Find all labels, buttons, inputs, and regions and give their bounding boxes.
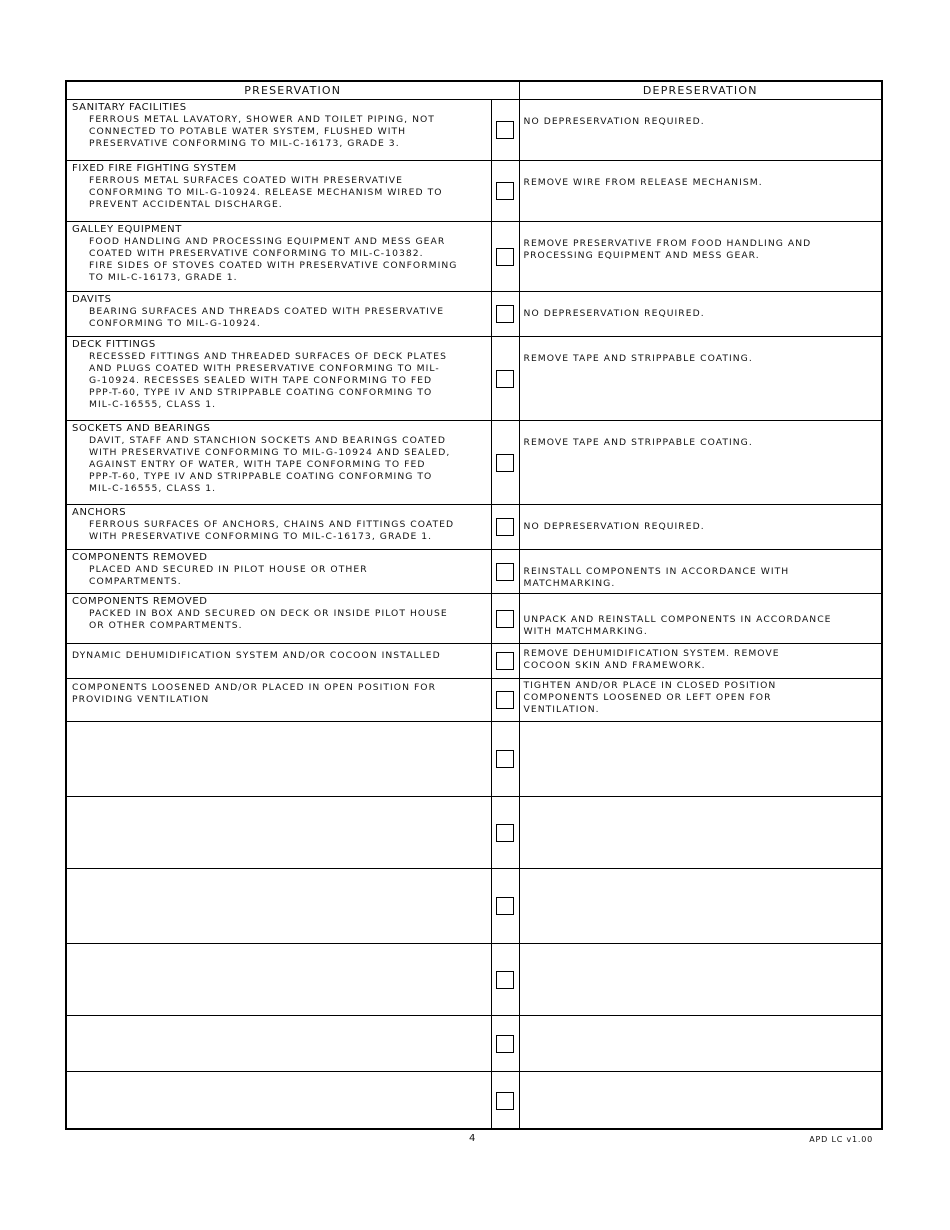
preservation-header: PRESERVATION: [66, 81, 519, 99]
checkbox-cell: [491, 678, 519, 721]
preservation-cell: [66, 99, 491, 160]
checkbox-cell: [491, 1071, 519, 1129]
checkbox-cell: [491, 943, 519, 1015]
checkbox-cell: [491, 160, 519, 221]
depreservation-cell: REMOVE TAPE AND STRIPPABLE COATING.: [519, 420, 882, 504]
checkbox-cell: [491, 99, 519, 160]
table-row: [66, 643, 882, 678]
item-title: ANCHORS: [72, 506, 127, 518]
blank-row: [66, 943, 882, 1015]
item-description: RECESSED FITTINGS AND THREADED SURFACES OF DECK PLATES AND PLUGS COATED WITH PRESERVATIVE CONFORMING TO MIL- G-10924. RECESSES SEALED WITH TAPE CONFORMING TO FED PPP-T-60, TYPE IV AND STRIPPABLE COATING CONFORMING TO MIL-C-16555, CLASS 1.: [89, 350, 447, 410]
checkbox-cell: [491, 593, 519, 643]
checkbox-deck-fittings[interactable]: [496, 370, 514, 388]
depreservation-cell: REMOVE TAPE AND STRIPPABLE COATING.: [519, 336, 882, 420]
checkbox-blank-6[interactable]: [496, 1092, 514, 1110]
checkbox-blank-5[interactable]: [496, 1035, 514, 1053]
table-row: [66, 221, 882, 291]
preservation-cell: [66, 291, 491, 336]
depreservation-cell: NO DEPRESERVATION REQUIRED.: [519, 504, 882, 549]
item-description: PACKED IN BOX AND SECURED ON DECK OR INSIDE PILOT HOUSE OR OTHER COMPARTMENTS.: [89, 607, 448, 631]
depreservation-cell: UNPACK AND REINSTALL COMPONENTS IN ACCORDANCE WITH MATCHMARKING.: [519, 593, 882, 643]
checkbox-cell: [491, 643, 519, 678]
item-title: COMPONENTS REMOVED: [72, 595, 208, 607]
item-description: PLACED AND SECURED IN PILOT HOUSE OR OTHER COMPARTMENTS.: [89, 563, 368, 587]
checkbox-cell: [491, 549, 519, 593]
checkbox-blank-1[interactable]: [496, 750, 514, 768]
blank-preservation-field[interactable]: [66, 721, 491, 796]
blank-row: [66, 796, 882, 868]
preservation-cell: [66, 549, 491, 593]
table-row: [66, 593, 882, 643]
checkbox-cell: [491, 291, 519, 336]
depreservation-cell: REINSTALL COMPONENTS IN ACCORDANCE WITH MATCHMARKING.: [519, 549, 882, 593]
depreservation-cell: TIGHTEN AND/OR PLACE IN CLOSED POSITION COMPONENTS LOOSENED OR LEFT OPEN FOR VENTILATION.: [519, 678, 882, 721]
table-row: [66, 336, 882, 420]
table-header-row: [66, 81, 882, 99]
preservation-cell: [66, 420, 491, 504]
blank-preservation-field[interactable]: [66, 943, 491, 1015]
item-description: BEARING SURFACES AND THREADS COATED WITH PRESERVATIVE CONFORMING TO MIL-G-10924.: [89, 305, 445, 329]
page-number: 4: [469, 1133, 476, 1144]
blank-depreservation-field[interactable]: [519, 943, 882, 1015]
blank-depreservation-field[interactable]: [519, 796, 882, 868]
preservation-cell: [66, 221, 491, 291]
checkbox-sanitary-facilities[interactable]: [496, 121, 514, 139]
item-title: DECK FITTINGS: [72, 338, 156, 350]
preservation-table: [65, 80, 883, 1130]
item-description: FERROUS METAL LAVATORY, SHOWER AND TOILET PIPING, NOT CONNECTED TO POTABLE WATER SYSTEM, FLUSHED WITH PRESERVATIVE CONFORMING TO MIL-C-16173, GRADE 3.: [89, 113, 435, 149]
item-description: FERROUS SURFACES OF ANCHORS, CHAINS AND FITTINGS COATED WITH PRESERVATIVE CONFORMING TO MIL-C-16173, GRADE 1.: [89, 518, 455, 542]
depreservation-cell: REMOVE PRESERVATIVE FROM FOOD HANDLING AND PROCESSING EQUIPMENT AND MESS GEAR.: [519, 221, 882, 291]
table-row: [66, 549, 882, 593]
preservation-cell: [66, 678, 491, 721]
blank-depreservation-field[interactable]: [519, 868, 882, 943]
preservation-cell: [66, 336, 491, 420]
item-title: FIXED FIRE FIGHTING SYSTEM: [72, 162, 237, 174]
blank-depreservation-field[interactable]: [519, 1015, 882, 1071]
preservation-cell: [66, 160, 491, 221]
table-row: [66, 160, 882, 221]
blank-row: [66, 868, 882, 943]
blank-preservation-field[interactable]: [66, 1015, 491, 1071]
checkbox-cell: [491, 504, 519, 549]
checkbox-cell: [491, 336, 519, 420]
blank-preservation-field[interactable]: [66, 796, 491, 868]
blank-preservation-field[interactable]: [66, 868, 491, 943]
blank-row: [66, 1015, 882, 1071]
preservation-cell: [66, 643, 491, 678]
blank-depreservation-field[interactable]: [519, 1071, 882, 1129]
blank-preservation-field[interactable]: [66, 1071, 491, 1129]
item-title: SANITARY FACILITIES: [72, 101, 187, 113]
checkbox-sockets-bearings[interactable]: [496, 454, 514, 472]
checkbox-blank-3[interactable]: [496, 897, 514, 915]
blank-depreservation-field[interactable]: [519, 721, 882, 796]
item-title: GALLEY EQUIPMENT: [72, 223, 182, 235]
item-title: SOCKETS AND BEARINGS: [72, 422, 211, 434]
blank-row: [66, 1071, 882, 1129]
preservation-cell: [66, 593, 491, 643]
checkbox-dehumidification[interactable]: [496, 652, 514, 670]
depreservation-cell: REMOVE WIRE FROM RELEASE MECHANISM.: [519, 160, 882, 221]
checkbox-cell: [491, 796, 519, 868]
form-version: APD LC v1.00: [809, 1135, 873, 1144]
checkbox-blank-2[interactable]: [496, 824, 514, 842]
checkbox-components-removed-packed[interactable]: [496, 610, 514, 628]
preservation-cell: [66, 504, 491, 549]
checkbox-fire-fighting-system[interactable]: [496, 182, 514, 200]
item-description: FOOD HANDLING AND PROCESSING EQUIPMENT AND MESS GEAR COATED WITH PRESERVATIVE CONFORMING TO MIL-C-10382. FIRE SIDES OF STOVES COATED WITH PRESERVATIVE CONFORMING TO MIL-C-16173, GRADE 1.: [89, 235, 458, 283]
table-row: [66, 291, 882, 336]
item-description: DYNAMIC DEHUMIDIFICATION SYSTEM AND/OR COCOON INSTALLED: [72, 649, 441, 661]
checkbox-blank-4[interactable]: [496, 971, 514, 989]
table-row: [66, 504, 882, 549]
depreservation-header: DEPRESERVATION: [519, 81, 882, 99]
depreservation-cell: NO DEPRESERVATION REQUIRED.: [519, 291, 882, 336]
item-title: COMPONENTS REMOVED: [72, 551, 208, 563]
checkbox-cell: [491, 1015, 519, 1071]
blank-row: [66, 721, 882, 796]
depreservation-cell: NO DEPRESERVATION REQUIRED.: [519, 99, 882, 160]
table-row: [66, 678, 882, 721]
checkbox-components-removed-placed[interactable]: [496, 563, 514, 581]
checkbox-cell: [491, 420, 519, 504]
checkbox-davits[interactable]: [496, 305, 514, 323]
item-description: DAVIT, STAFF AND STANCHION SOCKETS AND BEARINGS COATED WITH PRESERVATIVE CONFORMING TO MIL-G-10924 AND SEALED, AGAINST ENTRY OF WATER, WITH TAPE CONFORMING TO FED PPP-T-60, TYPE IV AND STRIPPABLE COATING CONFORMING TO MIL-C-16555, CLASS 1.: [89, 434, 451, 494]
item-title: DAVITS: [72, 293, 112, 305]
table-row: [66, 99, 882, 160]
table-row: [66, 420, 882, 504]
item-description: FERROUS METAL SURFACES COATED WITH PRESERVATIVE CONFORMING TO MIL-G-10924. RELEASE MECHANISM WIRED TO PREVENT ACCIDENTAL DISCHARGE.: [89, 174, 443, 210]
depreservation-cell: REMOVE DEHUMIDIFICATION SYSTEM. REMOVE COCOON SKIN AND FRAMEWORK.: [519, 643, 882, 678]
item-description: COMPONENTS LOOSENED AND/OR PLACED IN OPEN POSITION FOR PROVIDING VENTILATION: [72, 681, 437, 705]
checkbox-anchors[interactable]: [496, 518, 514, 536]
checkbox-cell: [491, 221, 519, 291]
checkbox-components-loosened[interactable]: [496, 691, 514, 709]
checkbox-cell: [491, 868, 519, 943]
checkbox-cell: [491, 721, 519, 796]
checkbox-galley-equipment[interactable]: [496, 248, 514, 266]
